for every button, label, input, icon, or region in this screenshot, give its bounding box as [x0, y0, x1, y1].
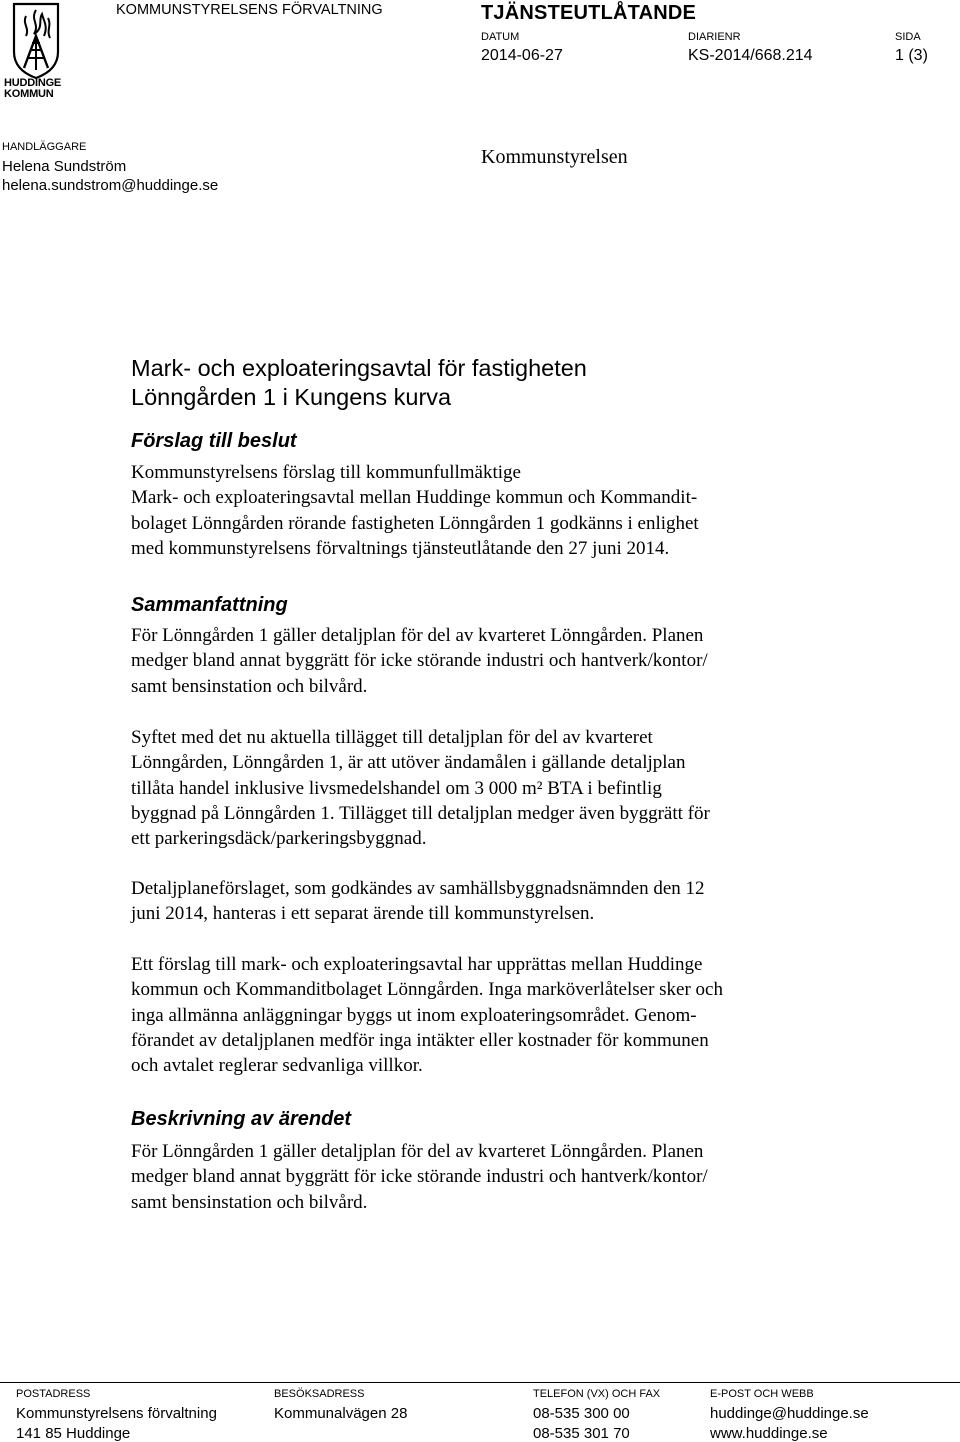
text-line: För Lönngården 1 gäller detaljplan för del av kvarteret Lönngården. Planen [131, 625, 704, 646]
document-type: TJÄNSTEUTLÅTANDE [481, 2, 697, 24]
title-line: Mark- och exploateringsavtal för fastigheten [131, 355, 587, 381]
text-line: förandet av detaljplanen medför inga intäkter eller kostnader för kommunen [131, 1029, 709, 1051]
text-line: byggnad på Lönngården 1. Tillägget till detaljplan medger även byggrätt för [131, 802, 710, 824]
text-line: Kommunstyrelsens förslag till kommunfullmäktige [131, 462, 521, 483]
text-line: medger bland annat byggrätt för icke störande industri och hantverk/kontor/ [131, 1166, 708, 1188]
logo-text-line1: HUDDINGE [4, 77, 62, 89]
diarienr-label: DIARIENR [688, 31, 741, 43]
text-line: Lönngården, Lönngården 1, är att utöver ändamålen i gällande detaljplan [131, 752, 686, 774]
huddinge-kommun-logo [4, 2, 68, 100]
text-line: Syftet med det nu aktuella tillägget till detaljplan för del av kvarteret [131, 727, 653, 748]
sammanfattning-heading: Sammanfattning [131, 594, 288, 616]
text-line: med kommunstyrelsens förvaltnings tjänsteutlåtande den 27 juni 2014. [131, 537, 670, 559]
document-title [131, 354, 831, 412]
beskrivning-paragraph-1 [131, 1139, 851, 1215]
text-line: Mark- och exploateringsavtal mellan Huddinge kommun och Kommandit- [131, 487, 698, 509]
forslag-heading: Förslag till beslut [131, 430, 297, 452]
handler-email: helena.sundstrom@huddinge.se [2, 177, 219, 194]
footer-divider [0, 1382, 960, 1383]
page-value: 1 (3) [895, 47, 928, 64]
diarienr-value: KS-2014/668.214 [688, 47, 813, 64]
footer-telefon-line2: 08-535 301 70 [533, 1425, 630, 1442]
recipient: Kommunstyrelsen [481, 146, 628, 168]
sammanfattning-paragraph-2 [131, 725, 851, 851]
sammanfattning-paragraph-4 [131, 952, 851, 1078]
title-line: Lönngården 1 i Kungens kurva [131, 384, 452, 410]
footer-besok-line1: Kommunalvägen 28 [274, 1405, 408, 1422]
text-line: kommun och Kommanditbolaget Lönngården. Inga marköverlåtelser sker och [131, 979, 723, 1001]
footer-telefon-line1: 08-535 300 00 [533, 1405, 630, 1422]
handler-name: Helena Sundström [2, 158, 127, 175]
text-line: Ett förslag till mark- och exploateringsavtal har upprättas mellan Huddinge [131, 954, 703, 975]
footer-epost-line1: huddinge@huddinge.se [710, 1405, 869, 1422]
footer-besok-label: BESÖKSADRESS [274, 1388, 365, 1400]
date-value: 2014-06-27 [481, 47, 563, 64]
footer-telefon-label: TELEFON (VX) OCH FAX [533, 1388, 661, 1400]
sammanfattning-paragraph-3 [131, 876, 851, 927]
text-line: och avtalet reglerar sedvanliga villkor. [131, 1055, 423, 1077]
forslag-paragraph [131, 460, 851, 561]
footer-epost-line2: www.huddinge.se [710, 1425, 828, 1442]
text-line: juni 2014, hanteras i ett separat ärende till kommunstyrelsen. [131, 903, 595, 925]
sammanfattning-paragraph-1 [131, 623, 851, 699]
footer-postadress-label: POSTADRESS [16, 1388, 91, 1400]
text-line: inga allmänna anläggningar byggs ut inom exploateringsområdet. Genom- [131, 1004, 697, 1026]
text-line: ett parkeringsdäck/parkeringsbyggnad. [131, 828, 427, 850]
text-line: samt bensinstation och bilvård. [131, 675, 368, 697]
text-line: tillåta handel inklusive livsmedelshandel om 3 000 m² BTA i befintlig [131, 777, 662, 799]
text-line: För Lönngården 1 gäller detaljplan för del av kvarteret Lönngården. Planen [131, 1141, 704, 1162]
organization-name: KOMMUNSTYRELSENS FÖRVALTNING [116, 2, 383, 18]
text-line: Detaljplaneförslaget, som godkändes av samhällsbyggnadsnämnden den 12 [131, 878, 705, 899]
text-line: bolaget Lönngården rörande fastigheten Lönngården 1 godkänns i enlighet [131, 512, 699, 534]
logo-text-line2: KOMMUN [4, 88, 54, 100]
page-label: SIDA [895, 31, 921, 43]
footer-epost-label: E-POST OCH WEBB [710, 1388, 814, 1400]
text-line: medger bland annat byggrätt för icke störande industri och hantverk/kontor/ [131, 650, 708, 672]
footer-postadress-line1: Kommunstyrelsens förvaltning [16, 1405, 217, 1422]
date-label: DATUM [481, 31, 520, 43]
text-line: samt bensinstation och bilvård. [131, 1191, 368, 1213]
handler-label: HANDLÄGGARE [2, 141, 87, 153]
beskrivning-heading: Beskrivning av ärendet [131, 1108, 352, 1130]
footer-postadress-line2: 141 85 Huddinge [16, 1425, 131, 1442]
